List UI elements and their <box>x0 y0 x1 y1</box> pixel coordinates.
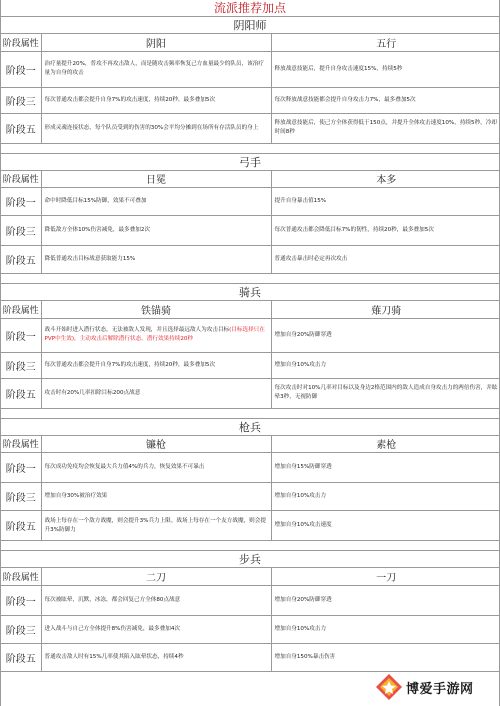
column-header-1: 日冕 <box>41 171 271 188</box>
column-header-2: 本多 <box>271 171 500 188</box>
talent-description-b: 增加自身150%暴击伤害 <box>271 643 500 671</box>
section-spacer <box>1 409 499 419</box>
section-spacer <box>1 144 499 154</box>
stage-label: 阶段五 <box>1 511 41 541</box>
table-row <box>1 113 500 143</box>
talent-description-b: 增加自身10%攻击力 <box>271 615 500 643</box>
talent-description-b: 释放战意技能后，提升自身攻击速度15%，持续5秒 <box>271 51 500 87</box>
stage-label: 阶段一 <box>1 188 41 216</box>
page-title: 流派推荐加点 <box>1 0 499 17</box>
talent-description-b: 增加自身10%攻击速度 <box>271 511 500 541</box>
sections-container <box>1 17 499 672</box>
table-row <box>1 615 500 643</box>
talent-description-b: 增加自身20%防御穿透 <box>271 585 500 615</box>
talent-description-a: 进入战斗与自己方全体提升8%伤害减免，最多叠加4次 <box>41 615 271 643</box>
section-0 <box>1 17 499 144</box>
table-row <box>1 511 500 541</box>
section-spacer <box>1 274 499 284</box>
table-header-row <box>1 34 500 51</box>
diamond-star-logo-icon <box>375 673 403 701</box>
talent-description-a: 攻击时有20%几率扣除目标200点战意 <box>41 378 271 408</box>
table-row <box>1 453 500 483</box>
talent-description-a-text: 战斗开始时进入潜行状态，无法被敌人发现，并且选择最远敌人为攻击目标 <box>44 327 230 333</box>
talent-description-a: 降低普通攻击目标战意获取能力15% <box>41 246 271 274</box>
talent-description-b: 每次释放战意技能都会提升自身攻击力7%，最多叠加5次 <box>271 87 500 113</box>
talent-description-a: 命中时降低目标15%防御，效果不可叠加 <box>41 188 271 216</box>
watermark-text: 博爱手游网 <box>406 681 474 697</box>
section-spacer <box>1 541 499 551</box>
section-title: 阴阳师 <box>1 17 499 34</box>
table-header-row <box>1 171 500 188</box>
stage-label: 阶段三 <box>1 352 41 378</box>
section-3 <box>1 409 499 542</box>
section-title: 弓手 <box>1 154 499 171</box>
table-row <box>1 87 500 113</box>
section-title: 骑兵 <box>1 284 499 301</box>
table-header-row <box>1 436 500 453</box>
table-row <box>1 246 500 274</box>
talent-description-b: 增加自身10%攻击力 <box>271 352 500 378</box>
talent-description-a: 战场上每存在一个敌方战魔，则会提升3%兵力上限。战场上每存在一个友方战魔，则会提升3%防御力 <box>41 511 271 541</box>
talent-description-a: 形成灵魂连接状态，每个队员受到的伤害的30%会平均分摊到在场所有存活队员的身上 <box>41 113 271 143</box>
stage-label: 阶段一 <box>1 51 41 87</box>
column-header-2: 素枪 <box>271 436 500 453</box>
section-table <box>1 301 500 409</box>
column-header-1: 铁锚骑 <box>41 301 271 318</box>
talent-description-a-note: (目标选择只在PVP中生效)，主动攻击后解除潜行状态，潜行效果持续20秒 <box>44 327 265 342</box>
table-header-row <box>1 568 500 585</box>
section-title: 枪兵 <box>1 419 499 436</box>
section-table <box>1 171 500 275</box>
talent-description-a: 每次成功免疫均会恢复最大兵力值4%的兵力，恢复效果不可暴击 <box>41 453 271 483</box>
table-row <box>1 483 500 511</box>
talent-description-a <box>41 318 271 352</box>
table-row <box>1 188 500 216</box>
attr-header: 阶段属性 <box>1 301 41 318</box>
section-title: 步兵 <box>1 551 499 568</box>
talent-description-b: 每次攻击时对10%几率对目标以及身边2格范围内的敌人造成自身攻击力的两倍伤害，并眩晕3秒，无视防御 <box>271 378 500 408</box>
attr-header: 阶段属性 <box>1 34 41 51</box>
talent-description-b: 提升自身暴击值15% <box>271 188 500 216</box>
section-table <box>1 436 500 542</box>
section-4 <box>1 541 499 672</box>
attr-header: 阶段属性 <box>1 436 41 453</box>
talent-description-a: 每次普通攻击都会提升自身7%的攻击速度，持续20秒，最多叠加5次 <box>41 352 271 378</box>
talent-description-a: 治疗量提升20%，普攻不再攻击敌人，而是随攻击频率恢复己方血量最少的队员，该治疗量为自身的攻击 <box>41 51 271 87</box>
stage-label: 阶段三 <box>1 615 41 643</box>
stage-label: 阶段一 <box>1 585 41 615</box>
talent-description-a: 增加自身30%被治疗效果 <box>41 483 271 511</box>
talent-description-a: 每次普通攻击都会提升自身7%的攻击速度，持续20秒，最多叠加5次 <box>41 87 271 113</box>
stage-label: 阶段三 <box>1 87 41 113</box>
talent-description-a: 降低敌方全体10%伤害减免，最多叠加2次 <box>41 216 271 246</box>
table-row <box>1 643 500 671</box>
stage-label: 阶段五 <box>1 643 41 671</box>
talent-description-b: 增加自身10%攻击力 <box>271 483 500 511</box>
talent-description-b: 增加自身20%防御穿透 <box>271 318 500 352</box>
column-header-2: 薙刀骑 <box>271 301 500 318</box>
column-header-1: 镰枪 <box>41 436 271 453</box>
column-header-1: 二刀 <box>41 568 271 585</box>
table-header-row <box>1 301 500 318</box>
table-row <box>1 378 500 408</box>
stage-label: 阶段一 <box>1 318 41 352</box>
column-header-1: 阴阳 <box>41 34 271 51</box>
talent-description-b: 每次普通攻击都会降低目标7%的韧性，持续20秒，最多叠加5次 <box>271 216 500 246</box>
column-header-2: 五行 <box>271 34 500 51</box>
stage-label: 阶段五 <box>1 246 41 274</box>
table-row <box>1 585 500 615</box>
table-row <box>1 318 500 352</box>
section-table <box>1 568 500 672</box>
talent-description-a: 每次被眩晕，沉默，冰冻，都会回复己方全体80点战意 <box>41 585 271 615</box>
stage-label: 阶段五 <box>1 113 41 143</box>
talent-description-b: 释放战意技能后，使己方全体获得低于150点，并提升全体攻击速度10%，持续5秒，冷却时间8秒 <box>271 113 500 143</box>
stage-label: 阶段一 <box>1 453 41 483</box>
table-row <box>1 352 500 378</box>
attr-header: 阶段属性 <box>1 171 41 188</box>
table-row <box>1 216 500 246</box>
talent-description-b: 增加自身15%防御穿透 <box>271 453 500 483</box>
talent-description-b: 普通攻击暴击时必定再次攻击 <box>271 246 500 274</box>
attr-header: 阶段属性 <box>1 568 41 585</box>
talent-description-a: 普通攻击敌人时有15%几率使其陷入眩晕状态，持续4秒 <box>41 643 271 671</box>
stage-label: 阶段五 <box>1 378 41 408</box>
section-2 <box>1 274 499 409</box>
table-row <box>1 51 500 87</box>
site-watermark <box>375 672 493 702</box>
stage-label: 阶段三 <box>1 216 41 246</box>
column-header-2: 一刀 <box>271 568 500 585</box>
stage-label: 阶段三 <box>1 483 41 511</box>
section-table <box>1 34 500 144</box>
section-1 <box>1 144 499 275</box>
